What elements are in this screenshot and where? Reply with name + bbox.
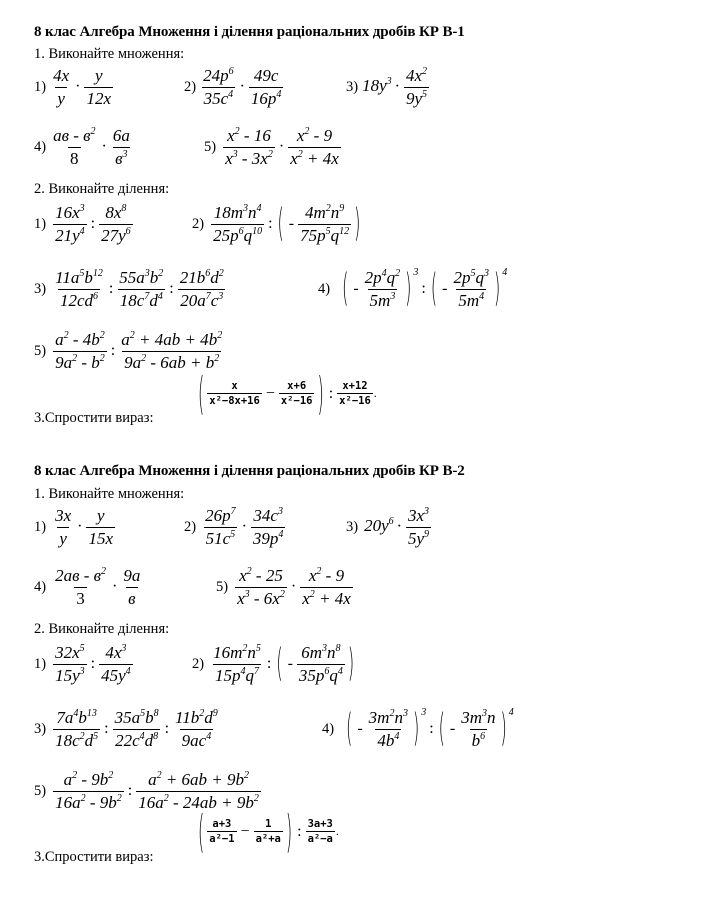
- v2-task3-heading: 3.Спростити вираз:: [34, 849, 154, 865]
- v1-task3-heading: 3.Спростити вираз:: [34, 410, 154, 426]
- v1-mult-1: 1) $\frac{4x}{y}$ · $\frac{y}{12x}$: [34, 66, 112, 108]
- v1-div-2: 2) $\frac{18m^3n^4}{25p^6q^{10}}$ : ( - $\frac{4m^2n^9}{75p^5q^{12}}$ ): [192, 199, 361, 246]
- v1-task2-heading: 2. Виконайте ділення:: [34, 181, 170, 197]
- v2-div-5: 5) $\frac{a^2 - 9b^2}{16a^2 - 9b^2}$ : $\frac{a^2 + 6ab + 9b^2}{16a^2 - 24ab + 9b^2}$: [34, 770, 259, 812]
- v2-div-4: 4) ( - $\frac{3m^2n^3}{4b^4}$ ) $^3$: ( - $\frac{3m^3n}{b^6}$ ) $^4$: [322, 704, 514, 751]
- v1-task1-heading: 1. Виконайте множення:: [34, 46, 185, 62]
- v2-simplify-expression: ( $\frac{a+3}{\text{a²−1}}$ − $\frac{1}{\text{a²+a}}$ ) : $\frac{3a+3}{\text{a²−a}}$ .: [198, 804, 339, 859]
- v2-mult-1: 1) $\frac{3x}{y}$ · $\frac{y}{15x}$: [34, 506, 114, 548]
- v2-mult-4: 4) $\frac{2ав - в^2}{3}$ · $\frac{9a}{в}$: [34, 566, 141, 608]
- v1-mult-4: 4) $\frac{ав - в^2}{8}$ · $\frac{6a}{в^3}$: [34, 126, 130, 168]
- v2-mult-2: 2) $\frac{26p^7}{51c^5}$ · $\frac{34c^3}{39p^4}$: [184, 506, 284, 548]
- v1-mult-3: 3) $18y^3$ · $\frac{4x^2}{9y^5}$: [346, 66, 428, 108]
- v1-title: 8 клас Алгебра Множення і ділення раціональних дробів КР В-1: [34, 24, 465, 40]
- v1-div-3: 3) $\frac{11a^5b^{12}}{12cd^6}$ : $\frac{55a^3b^2}{18c^7d^4}$ : $\frac{21b^6d^2}{20a^7c^3}$: [34, 268, 224, 310]
- v1-div-4: 4) ( - $\frac{2p^4q^2}{5m^3}$ ) $^3$: ( - $\frac{2p^5q^3}{5m^4}$ ) $^4$: [318, 264, 508, 311]
- v1-mult-2: 2) $\frac{24p^6}{35c^4}$ · $\frac{49c}{16p^4}$: [184, 66, 282, 108]
- v1-div-5: 5) $\frac{a^2 - 4b^2}{9a^2 - b^2}$ : $\frac{a^2 + 4ab + 4b^2}{9a^2 - 6ab + b^2}$: [34, 330, 223, 372]
- v1-mult-5: 5) $\frac{x^2 - 16}{x^3 - 3x^2}$ · $\frac{x^2 - 9}{x^2 + 4x}$: [204, 126, 339, 168]
- v1-div-1: 1) $\frac{16x^3}{21y^4}$ : $\frac{8x^8}{27y^6}$: [34, 203, 131, 245]
- v1-simplify-expression: ( $\frac{x}{\text{x²−8x+16}}$ − $\frac{x+6}{\text{x²−16}}$ ) : $\frac{x+12}{\text{x²−16}}$ .: [198, 366, 377, 421]
- v2-task1-heading: 1. Виконайте множення:: [34, 486, 185, 502]
- v2-title: 8 клас Алгебра Множення і ділення раціональних дробів КР В-2: [34, 463, 465, 479]
- v2-div-1: 1) $\frac{32x^5}{15y^3}$ : $\frac{4x^3}{45y^4}$: [34, 643, 131, 685]
- v2-mult-3: 3) $20y^6$ · $\frac{3x^3}{5y^9}$: [346, 506, 430, 548]
- v2-div-3: 3) $\frac{7a^4b^{13}}{18c^2d^5}$ : $\frac{35a^5b^8}{22c^4d^8}$ : $\frac{11b^2d^9}{9ac^4}$: [34, 708, 218, 750]
- v2-mult-5: 5) $\frac{x^2 - 25}{x^3 - 6x^2}$ · $\frac{x^2 - 9}{x^2 + 4x}$: [216, 566, 351, 608]
- v2-task2-heading: 2. Виконайте ділення:: [34, 621, 170, 637]
- v2-div-2: 2) $\frac{16m^2n^5}{15p^4q^7}$ : ( - $\frac{6m^3n^8}{35p^6q^4}$ ): [192, 639, 355, 686]
